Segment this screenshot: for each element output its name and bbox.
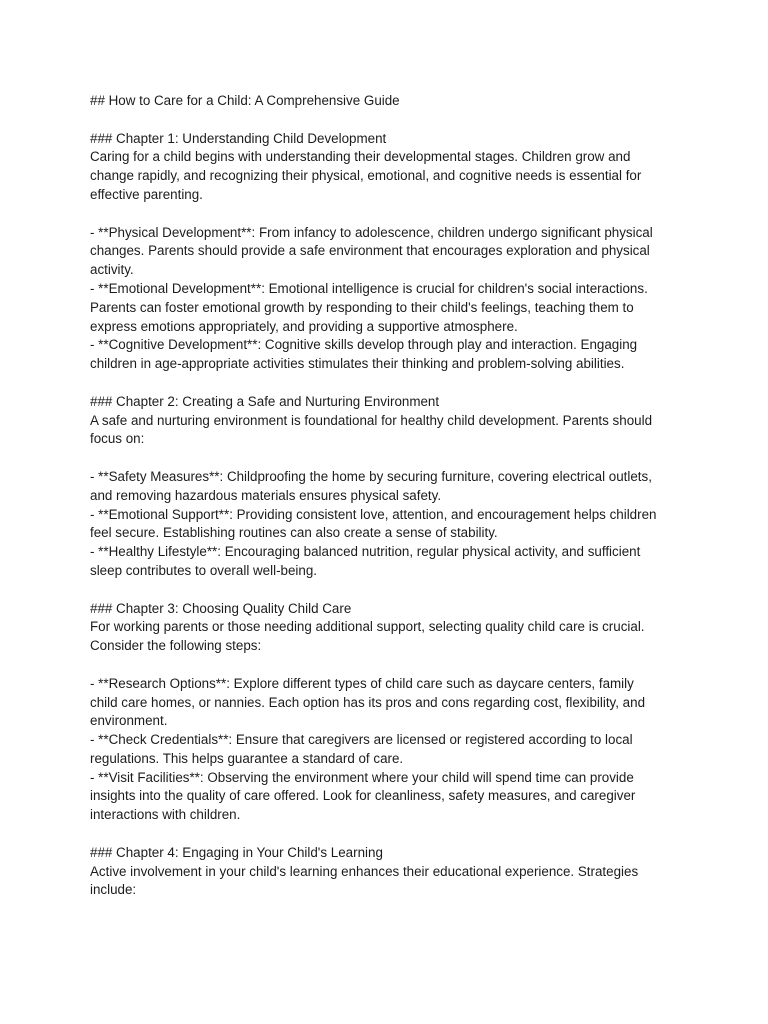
- list-item-line: - **Emotional Support**: Providing consistent love, attention, and encouragement helps children: [90, 506, 657, 522]
- list-item-line: - **Safety Measures**: Childproofing the home by securing furniture, covering electrical outlets,: [90, 468, 652, 484]
- list-item-line: - **Check Credentials**: Ensure that caregivers are licensed or registered according to local: [90, 732, 633, 748]
- list-item-line: activity.: [90, 262, 134, 278]
- list-item-line: regulations. This helps guarantee a standard of care.: [90, 750, 404, 766]
- paragraph-line: For working parents or those needing additional support, selecting quality child care is crucial.: [90, 619, 645, 635]
- list-item-line: Parents can foster emotional growth by responding to their child's feelings, teaching them to: [90, 299, 634, 315]
- list-item-line: express emotions appropriately, and providing a supportive atmosphere.: [90, 318, 518, 334]
- list-item-line: insights into the quality of care offered. Look for cleanliness, safety measures, and caregiver: [90, 788, 636, 804]
- paragraph-line: change rapidly, and recognizing their physical, emotional, and cognitive needs is essential for: [90, 168, 642, 184]
- list-item-line: child care homes, or nannies. Each option has its pros and cons regarding cost, flexibility, and: [90, 694, 646, 710]
- list-item-line: - **Cognitive Development**: Cognitive skills develop through play and interaction. Engaging: [90, 337, 638, 353]
- spacer: [90, 111, 690, 130]
- paragraph-line: effective parenting.: [90, 186, 203, 202]
- spacer: [90, 581, 690, 600]
- list-item-line: - **Healthy Lifestyle**: Encouraging balanced nutrition, regular physical activity, and sufficient: [90, 544, 641, 560]
- spacer: [90, 205, 690, 224]
- chapter-heading: ### Chapter 4: Engaging in Your Child's Learning: [90, 844, 383, 860]
- list-item-line: - **Emotional Development**: Emotional intelligence is crucial for children's social interactions.: [90, 280, 648, 296]
- list-item-line: interactions with children.: [90, 807, 241, 823]
- spacer: [90, 449, 690, 468]
- spacer: [90, 656, 690, 675]
- chapter-heading: ### Chapter 2: Creating a Safe and Nurturing Environment: [90, 393, 440, 409]
- chapter-heading: ### Chapter 3: Choosing Quality Child Care: [90, 600, 352, 616]
- list-item-line: - **Research Options**: Explore different types of child care such as daycare centers, family: [90, 675, 634, 691]
- list-item-line: sleep contributes to overall well-being.: [90, 562, 318, 578]
- list-item-line: children in age-appropriate activities stimulates their thinking and problem-solving abilities.: [90, 356, 625, 372]
- paragraph-line: focus on:: [90, 431, 145, 447]
- document-title: ## How to Care for a Child: A Comprehensive Guide: [90, 93, 400, 108]
- chapter-heading: ### Chapter 1: Understanding Child Development: [90, 130, 387, 146]
- list-item-line: feel secure. Establishing routines can also create a sense of stability.: [90, 525, 498, 541]
- list-item-line: - **Physical Development**: From infancy to adolescence, children undergo significant physical: [90, 224, 653, 240]
- spacer: [90, 825, 690, 844]
- list-item-line: changes. Parents should provide a safe environment that encourages exploration and physical: [90, 243, 650, 259]
- list-item-line: environment.: [90, 713, 168, 729]
- paragraph-line: Active involvement in your child's learning enhances their educational experience. Strategies: [90, 863, 639, 879]
- spacer: [90, 374, 690, 393]
- paragraph-line: Caring for a child begins with understanding their developmental stages. Children grow and: [90, 149, 631, 165]
- list-item-line: - **Visit Facilities**: Observing the environment where your child will spend time can provide: [90, 769, 634, 785]
- paragraph-line: A safe and nurturing environment is foundational for healthy child development. Parents should: [90, 412, 653, 428]
- paragraph-line: include:: [90, 882, 137, 898]
- document-page: [90, 92, 690, 900]
- paragraph-line: Consider the following steps:: [90, 638, 262, 654]
- list-item-line: and removing hazardous materials ensures physical safety.: [90, 487, 442, 503]
